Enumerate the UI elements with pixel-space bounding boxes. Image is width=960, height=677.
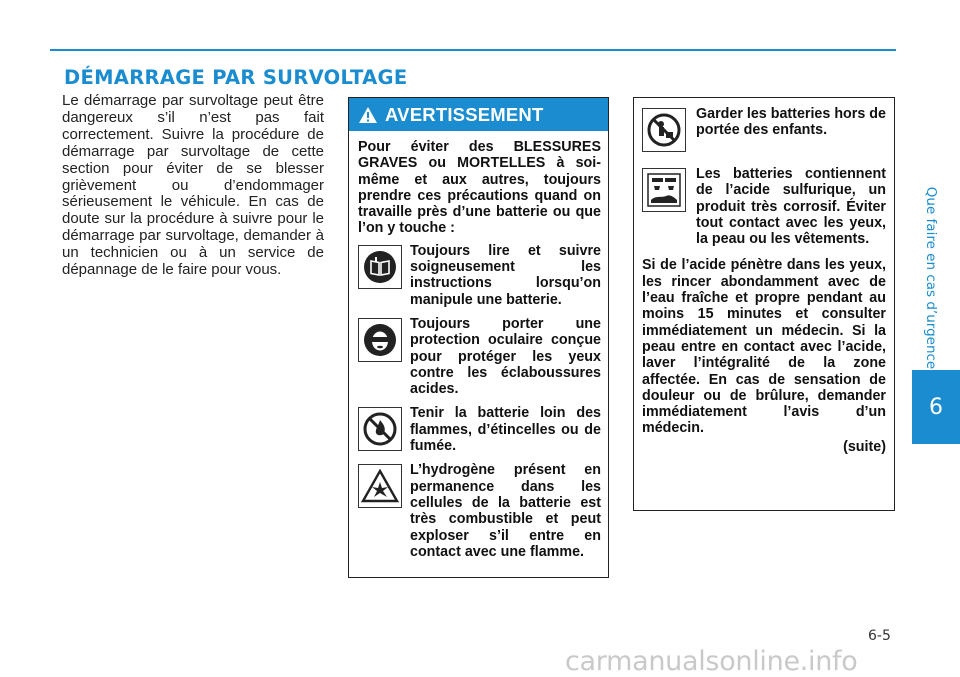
warning-item — [349, 316, 608, 397]
right-item-text: Les batteries contiennent de l’acide sulfurique, un produit très corrosif. Éviter tout contact avec les yeux, la peau ou les vêtements. — [696, 166, 886, 248]
manual-book-icon — [362, 249, 398, 285]
chapter-side-label — [916, 188, 946, 368]
warning-title: AVERTISSEMENT — [385, 103, 544, 125]
warning-item-text: Toujours lire et suivre soigneusement les instructions lorsqu’on manipule une batterie. — [410, 242, 601, 308]
icon-frame — [358, 245, 402, 289]
watermark: carmanualsonline.info — [565, 646, 858, 677]
keep-from-children-icon — [646, 112, 682, 148]
chapter-side-label-text: Que faire en cas d’urgence — [923, 186, 939, 370]
chapter-tab: 6 — [912, 370, 960, 444]
page-number: 6-5 — [868, 628, 891, 644]
acid-corrosive-icon — [646, 172, 682, 208]
warning-item-text: L’hydrogène présent en permanence dans les cellules de la batterie est très combustible et peut exploser s’il entre en contact avec une flamme. — [410, 462, 601, 560]
intro-paragraph: Le démarrage par survoltage peut être dangereux s’il n’est pas fait correctement. Suivre la procédure de démarrage par survoltage de cette section pour éviter de se blesser grièvement ou d’endommager sérieusement le véhicule. En cas de doute sur la procédure à suivre pour le démarrage par survoltage, demander à un technicien ou à un service de dépannage de le faire pour vous. — [62, 92, 324, 279]
warning-triangle-icon — [358, 106, 378, 124]
right-item — [642, 106, 886, 152]
explosion-hazard-icon — [361, 468, 399, 504]
right-warning-box — [633, 97, 895, 511]
warning-lead: Pour éviter des BLESSURES GRAVES ou MORTELLES à soi-même et aux autres, toujours prendre ces précautions quand on travaille près d’une batterie ou que l’on y touche : — [358, 139, 601, 237]
warning-item — [349, 462, 608, 560]
warning-item — [349, 405, 608, 454]
icon-frame — [358, 464, 402, 508]
acid-contact-paragraph: Si de l’acide pénètre dans les yeux, les rincer abondamment avec de l’eau fraîche et propre pendant au moins 15 minutes et consulter immédiatement un médecin. Si la peau entre en contact avec l’acide, laver l’intégralité de la zone affectée. En cas de sensation de douleur ou de brûlure, demander immédiatement l’avis d’un médecin. — [642, 257, 886, 437]
warning-box — [348, 97, 609, 578]
section-title: DÉMARRAGE PAR SURVOLTAGE — [64, 66, 408, 89]
right-item — [642, 166, 886, 247]
icon-frame — [358, 407, 402, 451]
warning-header — [349, 98, 608, 131]
top-rule — [50, 49, 896, 51]
warning-item-text: Toujours porter une protection oculaire conçue pour protéger les yeux contre les éclaboussures acides. — [410, 315, 601, 398]
no-flame-icon — [362, 411, 398, 447]
eye-protection-icon — [362, 322, 398, 358]
icon-frame — [642, 168, 686, 212]
warning-item-text: Tenir la batterie loin des flammes, d’étincelles ou de fumée. — [410, 405, 601, 455]
icon-frame — [358, 318, 402, 362]
right-item-text: Garder les batteries hors de portée des enfants. — [696, 106, 886, 139]
warning-item — [349, 243, 608, 308]
continued-label: (suite) — [843, 438, 886, 455]
icon-frame — [642, 108, 686, 152]
